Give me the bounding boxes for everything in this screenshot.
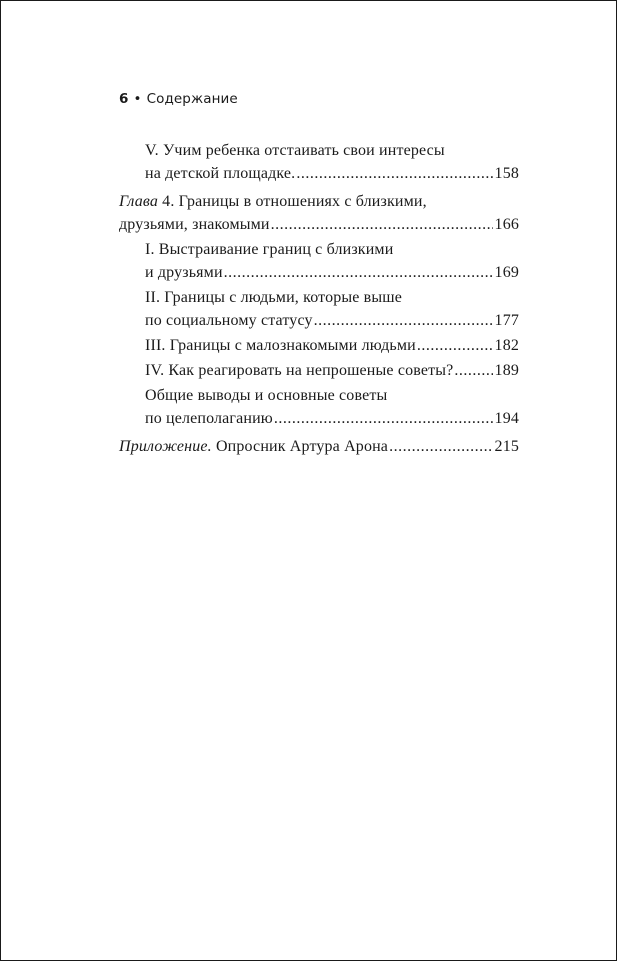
toc-page-number: 215 xyxy=(494,438,519,455)
running-head xyxy=(119,91,238,107)
toc-page-number: 169 xyxy=(494,264,519,281)
dot-leader xyxy=(224,261,493,284)
toc-entry-section-v[interactable] xyxy=(119,139,519,185)
table-of-contents xyxy=(119,139,519,458)
toc-entry-appendix[interactable] xyxy=(119,435,519,458)
toc-page-number: 182 xyxy=(494,337,519,354)
toc-page-number: 194 xyxy=(494,410,519,427)
toc-entry-title-cont: друзьями, знакомыми xyxy=(119,216,270,233)
dot-leader xyxy=(271,213,493,236)
toc-page-number: 177 xyxy=(494,312,519,329)
page-number: 6 xyxy=(119,91,129,107)
dot-leader xyxy=(296,162,492,185)
toc-entry-chapter-4[interactable] xyxy=(119,190,519,236)
toc-entry-conclusions[interactable] xyxy=(119,384,519,430)
toc-entry-title: Общие выводы и основные советы xyxy=(145,387,388,404)
dot-leader xyxy=(314,309,493,332)
toc-page-number: 166 xyxy=(494,216,519,233)
dot-leader xyxy=(454,359,492,382)
chapter-label: Глава xyxy=(119,193,159,210)
appendix-label: Приложение. xyxy=(119,438,212,455)
toc-entry-section-ii[interactable] xyxy=(119,286,519,332)
toc-entry-title: 4. Границы в отношениях с близкими, xyxy=(158,193,427,210)
toc-entry-title-cont: и друзьями xyxy=(145,264,223,281)
toc-page-number: 189 xyxy=(494,362,519,379)
dot-leader xyxy=(389,435,492,458)
dot-leader xyxy=(417,334,493,357)
toc-entry-section-iv[interactable] xyxy=(119,359,519,382)
toc-entry-title: IV. Как реагировать на непрошеные советы? xyxy=(145,362,454,379)
toc-entry-section-iii[interactable] xyxy=(119,334,519,357)
toc-entry-title: II. Границы с людьми, которые выше xyxy=(145,289,402,306)
toc-entry-title-cont: на детской площадке. xyxy=(145,165,296,182)
toc-entry-title-cont: по целеполаганию xyxy=(145,410,273,427)
running-head-title: Содержание xyxy=(146,91,238,107)
toc-entry-title-cont: по социальному статусу xyxy=(145,312,313,329)
toc-entry-title: V. Учим ребенка отстаивать свои интересы xyxy=(145,142,445,159)
running-head-bullet: • xyxy=(133,91,142,107)
dot-leader xyxy=(274,407,493,430)
toc-entry-section-i[interactable] xyxy=(119,238,519,284)
toc-entry-title: Опросник Артура Арона xyxy=(211,438,389,455)
toc-entry-title: III. Границы с малознакомыми людьми xyxy=(145,337,416,354)
toc-page-number: 158 xyxy=(494,165,519,182)
toc-entry-title: I. Выстраивание границ с близкими xyxy=(145,241,394,258)
